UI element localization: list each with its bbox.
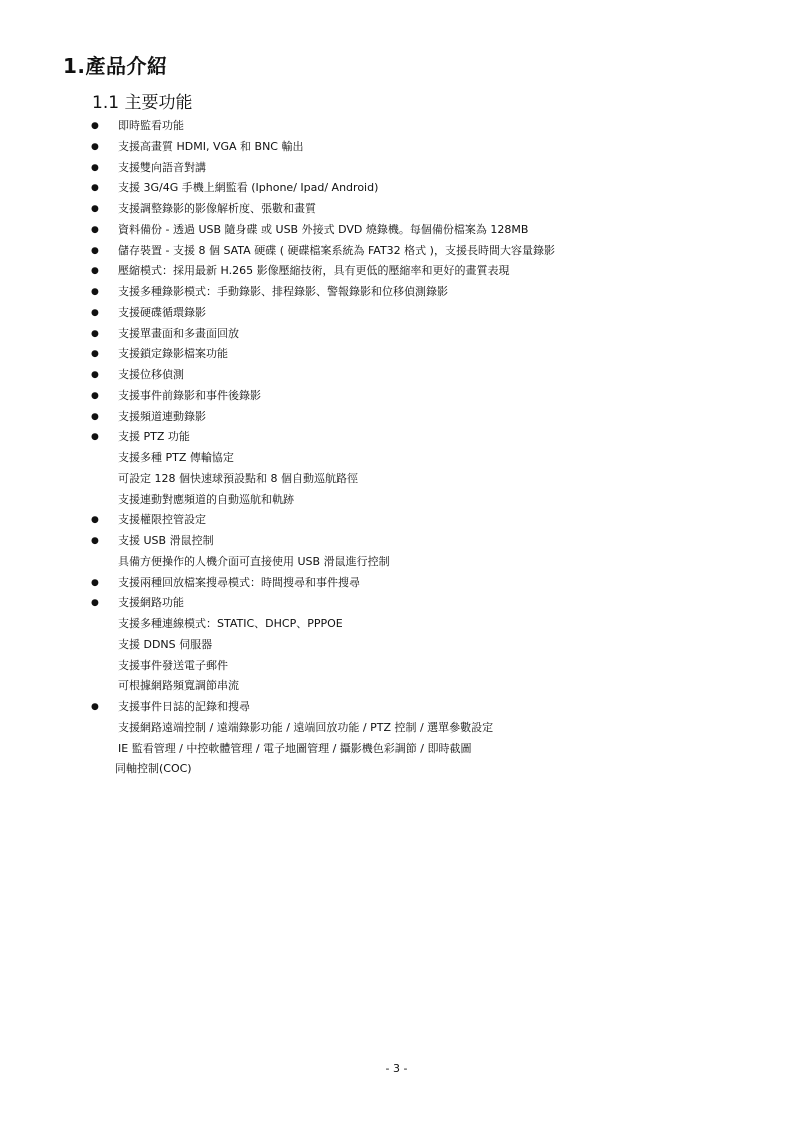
bullet-icon: ● [91, 266, 99, 277]
list-item-text: 支援 DDNS 伺服器 [118, 637, 213, 651]
bullet-icon: ● [91, 121, 99, 131]
list-item-text: 支援單畫面和多畫面回放 [118, 326, 239, 340]
page-number: - 3 - [385, 1062, 408, 1075]
bullet-icon: ● [91, 598, 99, 609]
list-item-text: 可設定 128 個快速球預設點和 8 個自動巡航路徑 [118, 471, 358, 485]
list-item-text: 同軸控制(COC) [115, 762, 192, 776]
list-item-text: 可根據網路頻寬調節串流 [118, 679, 239, 693]
list-item [0, 241, 793, 262]
bullet-icon: ● [91, 141, 99, 152]
list-item [0, 510, 793, 531]
list-item-text: 支援網路遠端控制 / 遠端錄影功能 / 遠端回放功能 / PTZ 控制 / 選單參數設定 [118, 720, 494, 734]
list-item-text: 支援事件日誌的記錄和搜尋 [118, 700, 250, 713]
list-subitem [0, 739, 793, 760]
list-item-text: 支援鎖定錄影檔案功能 [118, 347, 228, 361]
bullet-icon: ● [91, 204, 99, 214]
feature-list [0, 116, 793, 780]
list-item-text: 支援連動對應頻道的自動巡航和軌跡 [118, 492, 294, 506]
list-subitem [0, 635, 793, 656]
list-item [0, 261, 793, 282]
list-item [0, 344, 793, 365]
bullet-icon: ● [91, 162, 99, 173]
list-item [0, 220, 793, 241]
list-item-text: 支援調整錄影的影像解析度、張數和畫質 [118, 202, 316, 215]
list-item [0, 365, 793, 386]
bullet-icon: ● [91, 245, 99, 256]
bullet-icon: ● [91, 515, 99, 526]
list-item-text: 即時監看功能 [118, 119, 184, 132]
list-item-text: 支援位移偵測 [118, 368, 184, 381]
list-item-text: 支援硬碟循環錄影 [118, 305, 206, 319]
bullet-icon: ● [91, 287, 99, 297]
list-subitem [0, 614, 793, 635]
list-item-text: 儲存裝置 - 支援 8 個 SATA 硬碟 ( 硬碟檔案系統為 FAT32 格式 )，支援長時間大容量錄影 [118, 243, 555, 257]
list-item-text: 資料備份 - 透過 USB 隨身碟 或 USB 外接式 DVD 燒錄機。每個備份檔案為 128MB [118, 222, 529, 236]
list-item [0, 407, 793, 428]
list-item-text: 支援事件發送電子郵件 [118, 658, 228, 672]
bullet-icon: ● [91, 224, 99, 235]
list-item [0, 116, 793, 137]
list-item-text: 壓縮模式：採用最新 H.265 影像壓縮技術，具有更低的壓縮率和更好的畫質表現 [118, 264, 510, 278]
list-item [0, 324, 793, 345]
list-item [0, 573, 793, 594]
list-subitem [0, 469, 793, 490]
list-item [0, 386, 793, 407]
list-item-text: 支援多種錄影模式：手動錄影、排程錄影、警報錄影和位移偵測錄影 [118, 285, 448, 298]
list-item [0, 137, 793, 158]
list-item [0, 282, 793, 303]
list-item [0, 697, 793, 718]
list-subitem [0, 718, 793, 739]
list-subitem [0, 552, 793, 573]
list-item [0, 593, 793, 614]
list-item-text: 支援兩種回放檔案搜尋模式：時間搜尋和事件搜尋 [118, 575, 360, 589]
list-item-text: 支援高畫質 HDMI, VGA 和 BNC 輸出 [118, 139, 304, 153]
bullet-icon: ● [91, 328, 99, 339]
list-item-text: 支援 PTZ 功能 [118, 430, 190, 444]
list-item-text: 支援權限控管設定 [118, 513, 206, 527]
list-subitem [0, 676, 793, 697]
list-item-text: 支援 3G/4G 手機上網監看 (Iphone/ Ipad/ Android) [118, 181, 379, 195]
list-subitem [0, 759, 793, 780]
bullet-icon: ● [91, 307, 99, 318]
list-item [0, 531, 793, 552]
bullet-icon: ● [91, 432, 99, 443]
bullet-icon: ● [91, 370, 99, 380]
bullet-icon: ● [91, 702, 99, 712]
bullet-icon: ● [91, 577, 99, 588]
bullet-icon: ● [91, 183, 99, 194]
list-item [0, 178, 793, 199]
list-item-text: 支援雙向語音對講 [118, 160, 206, 174]
list-item-text: 支援頻道連動錄影 [118, 409, 206, 423]
list-item-text: 支援多種連線模式：STATIC、DHCP、PPPOE [118, 617, 343, 630]
bullet-icon: ● [91, 411, 99, 422]
list-item-text: 支援事件前錄影和事件後錄影 [118, 388, 261, 402]
list-subitem [0, 448, 793, 469]
list-item-text: 支援 USB 滑鼠控制 [118, 534, 214, 547]
list-item-text: 具備方便操作的人機介面可直接使用 USB 滑鼠進行控制 [118, 554, 390, 568]
list-item-text: 支援多種 PTZ 傳輸協定 [118, 451, 234, 464]
bullet-icon: ● [91, 349, 99, 360]
list-subitem [0, 490, 793, 511]
list-item [0, 158, 793, 179]
list-subitem [0, 656, 793, 677]
bullet-icon: ● [91, 536, 99, 546]
subsection-heading: 1.1 主要功能 [92, 93, 193, 113]
list-item [0, 199, 793, 220]
list-item [0, 303, 793, 324]
section-heading: 1.產品介紹 [63, 54, 168, 78]
list-item [0, 427, 793, 448]
bullet-icon: ● [91, 390, 99, 401]
list-item-text: IE 監看管理 / 中控軟體管理 / 電子地圖管理 / 攝影機色彩調節 / 即時截圖 [118, 741, 472, 755]
list-item-text: 支援網路功能 [118, 596, 184, 610]
